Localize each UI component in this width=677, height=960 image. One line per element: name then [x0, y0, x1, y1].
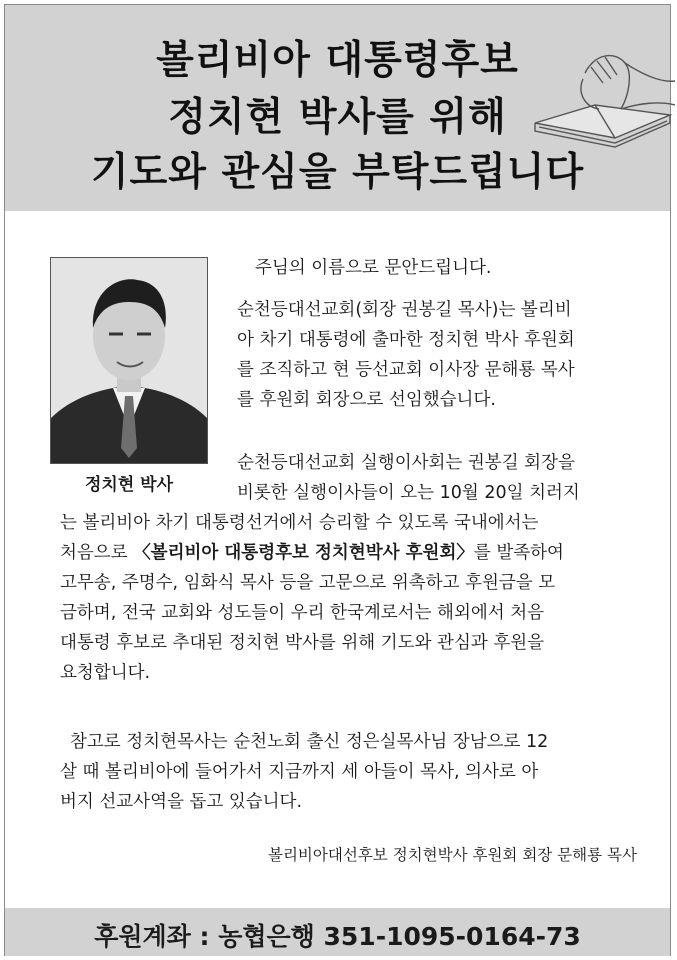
text-line: 아 차기 대통령에 출마한 정치현 박사 후원회 [237, 330, 575, 350]
text-line: 살 때 볼리비아에 들어가서 지금까지 세 아들이 목사, 의사로 아 [60, 762, 539, 782]
text-line: 를 후원회 회장으로 선임했습니다. [237, 390, 496, 410]
text-line: 순천등대선교회(회장 권봉길 목사)는 볼리비 [237, 300, 572, 320]
header-banner [5, 5, 670, 211]
text-line: 참고로 정치현목사는 순천노회 출신 정은실목사님 장남으로 12 [70, 732, 549, 752]
text-line: 대통령 후보로 추대된 정치현 박사를 위해 기도와 관심과 후원을 [60, 633, 545, 653]
text-line: 금하며, 전국 교회와 성도들이 우리 한국계로서는 해외에서 처음 [60, 603, 545, 623]
text-line: 고무송, 주명수, 임화식 목사 등을 고문으로 위촉하고 후원금을 모 [60, 573, 556, 593]
title-line-2: 정치현 박사를 위해 [168, 95, 507, 140]
candidate-photo [50, 257, 208, 464]
photo-caption: 정치현 박사 [84, 475, 174, 495]
greeting: 주님의 이름으로 문안드립니다. [255, 258, 492, 278]
text-segment: 처음으로 [60, 543, 134, 563]
text-line: 를 조직하고 현 등선교회 이사장 문해룡 목사 [237, 360, 575, 380]
text-segment: 를 발족하여 [473, 543, 564, 563]
paragraph-2 [237, 295, 575, 415]
title-line-1: 볼리비아 대통령후보 [156, 38, 519, 83]
text-line: 순천등대선교회 실행이사회는 권봉길 회장을 [237, 453, 575, 473]
signature: 볼리비아대선후보 정치현박사 후원회 회장 문해룡 목사 [267, 846, 637, 864]
text-line: 요청합니다. [60, 663, 151, 683]
donation-account: 후원계좌 : 농협은행 351-1095-0164-73 [94, 922, 581, 951]
text-line: 버지 선교사역을 돕고 있습니다. [60, 792, 303, 812]
text-line [60, 538, 564, 568]
title-line-3: 기도와 관심을 부탁드립니다 [90, 150, 585, 195]
person-portrait-icon [51, 258, 207, 463]
paragraph-3-head [237, 448, 580, 508]
text-line: 비롯한 실행이사들이 오는 10월 20일 치러지 [237, 483, 580, 503]
praying-hands-bible-icon [525, 43, 675, 153]
paragraph-3-body [60, 508, 564, 688]
footer-band [5, 908, 670, 956]
text-line: 는 볼리비아 차기 대통령선거에서 승리할 수 있도록 국내에서는 [60, 513, 539, 533]
paragraph-4 [60, 727, 548, 817]
committee-name: 〈볼리비아 대통령후보 정치현박사 후원회〉 [133, 543, 474, 563]
